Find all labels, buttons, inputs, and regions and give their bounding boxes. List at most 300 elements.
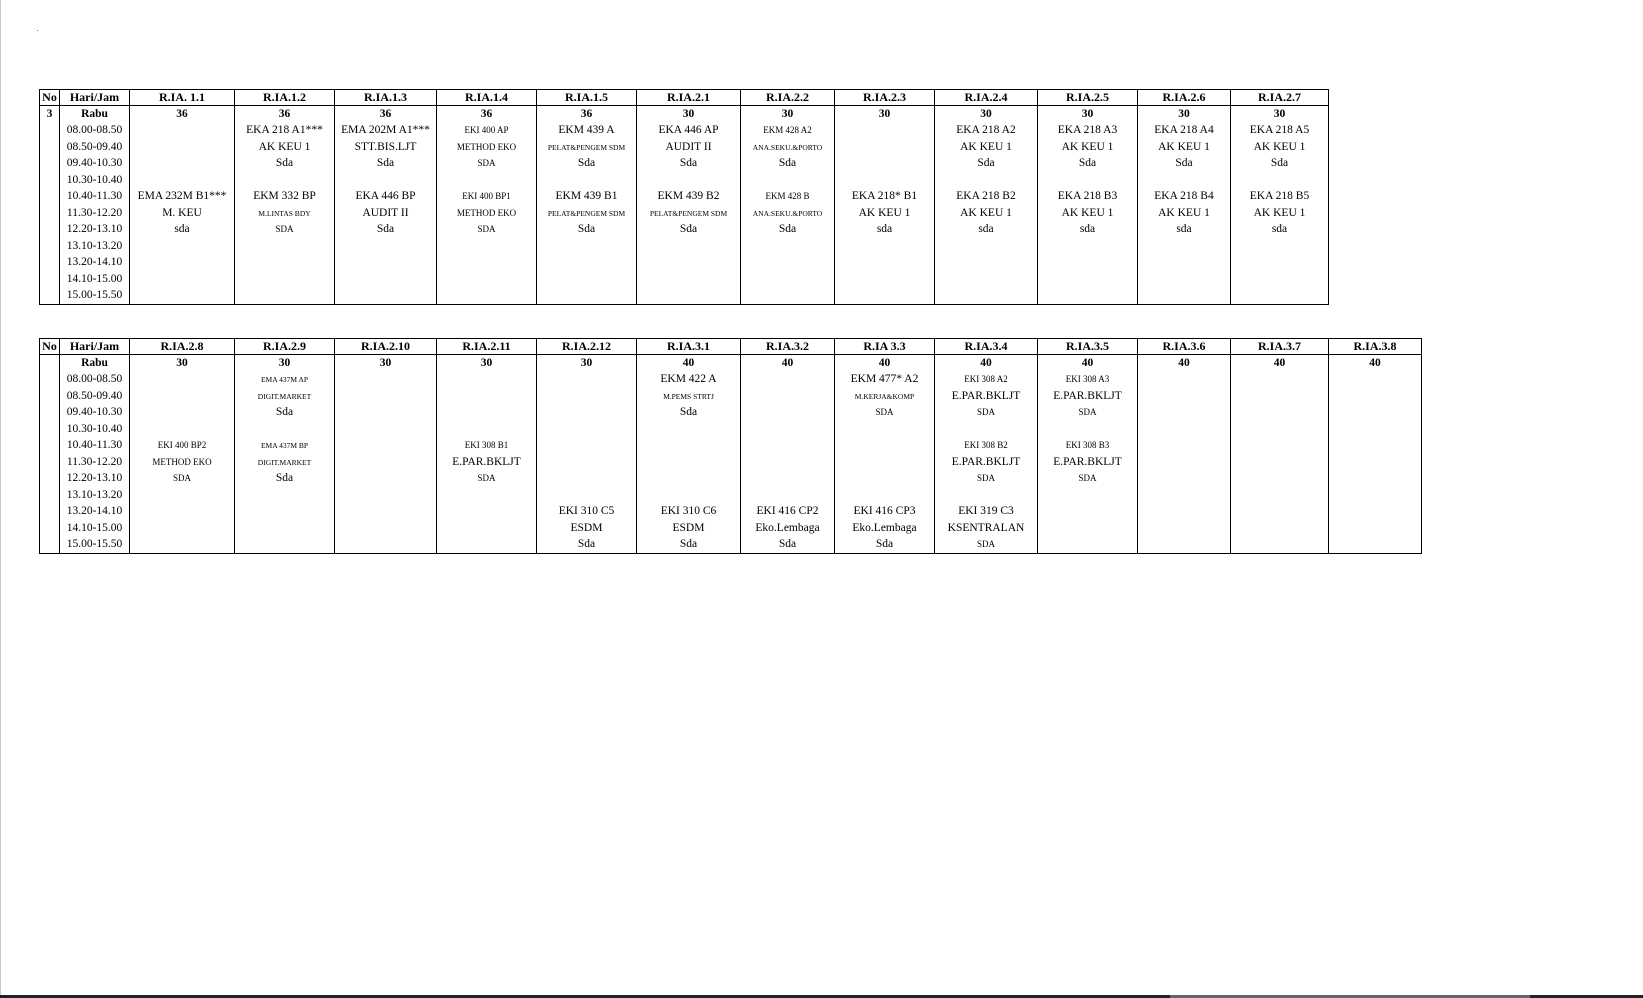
schedule-cell: SDA	[935, 537, 1038, 554]
schedule-cell: Sda	[1038, 156, 1138, 173]
time-slot-row	[40, 438, 1422, 455]
schedule-cell	[637, 172, 741, 189]
schedule-cell	[1038, 487, 1138, 504]
header-room: R.IA.2.12	[537, 339, 637, 355]
schedule-cell: AK KEU 1	[235, 139, 335, 156]
schedule-cell: EKM 428 B	[741, 189, 835, 206]
schedule-cell	[1138, 238, 1231, 255]
schedule-cell: EKA 218 A5	[1231, 123, 1329, 140]
header-room: R.IA.2.10	[335, 339, 437, 355]
schedule-cell: M.KERJA&KOMP	[835, 388, 935, 405]
schedule-cell: AK KEU 1	[935, 139, 1038, 156]
header-room: R.IA.2.6	[1138, 90, 1231, 106]
schedule-cell: SDA	[1038, 471, 1138, 488]
time-slot: 08.50-09.40	[60, 388, 130, 405]
row-number-blank	[40, 405, 60, 422]
header-room: R.IA.3.5	[1038, 339, 1138, 355]
schedule-cell: SDA	[935, 405, 1038, 422]
schedule-cell: Sda	[637, 222, 741, 239]
schedule-cell	[1138, 388, 1231, 405]
header-room: R.IA.2.1	[637, 90, 741, 106]
time-slot-row	[40, 139, 1329, 156]
day-label: Rabu	[60, 106, 130, 123]
schedule-cell: Sda	[741, 537, 835, 554]
room-capacity: 40	[1038, 355, 1138, 372]
schedule-cell: E.PAR.BKLJT	[1038, 388, 1138, 405]
schedule-cell: E.PAR.BKLJT	[437, 454, 537, 471]
row-number-blank	[40, 189, 60, 206]
time-slot-row	[40, 255, 1329, 272]
schedule-cell: AK KEU 1	[1138, 139, 1231, 156]
schedule-cell	[437, 421, 537, 438]
schedule-cell	[335, 537, 437, 554]
schedule-cell: sda	[130, 222, 235, 239]
time-slot: 11.30-12.20	[60, 454, 130, 471]
time-slot-row	[40, 238, 1329, 255]
header-room: R.IA.3.4	[935, 339, 1038, 355]
time-slot: 10.40-11.30	[60, 189, 130, 206]
schedule-cell: EKA 218 B3	[1038, 189, 1138, 206]
schedule-cell	[235, 421, 335, 438]
schedule-cell	[1038, 520, 1138, 537]
schedule-table-1	[39, 89, 1329, 305]
schedule-cell: SDA	[437, 156, 537, 173]
row-number-blank	[40, 421, 60, 438]
time-slot: 14.10-15.00	[60, 520, 130, 537]
schedule-cell: EKI 400 BP1	[437, 189, 537, 206]
schedule-cell	[1231, 504, 1329, 521]
row-number-blank	[40, 504, 60, 521]
schedule-cell	[741, 421, 835, 438]
time-slot-row	[40, 172, 1329, 189]
schedule-cell	[335, 288, 437, 305]
schedule-cell: ESDM	[537, 520, 637, 537]
schedule-cell	[437, 487, 537, 504]
row-number-blank	[40, 205, 60, 222]
schedule-cell	[741, 471, 835, 488]
time-slot: 08.00-08.50	[60, 372, 130, 389]
row-number-blank	[40, 487, 60, 504]
header-room: R.IA 3.3	[835, 339, 935, 355]
header-room: R.IA.3.6	[1138, 339, 1231, 355]
schedule-cell: AK KEU 1	[835, 205, 935, 222]
schedule-cell	[437, 405, 537, 422]
schedule-cell: EKI 319 C3	[935, 504, 1038, 521]
schedule-cell	[1038, 504, 1138, 521]
schedule-cell	[1329, 520, 1422, 537]
schedule-cell: ANA.SEKU.&PORTO	[741, 205, 835, 222]
scan-speck	[37, 30, 38, 31]
schedule-cell: Sda	[537, 537, 637, 554]
schedule-cell	[130, 372, 235, 389]
schedule-cell	[1231, 372, 1329, 389]
schedule-cell	[235, 172, 335, 189]
schedule-cell: sda	[1138, 222, 1231, 239]
schedule-cell	[1231, 255, 1329, 272]
schedule-cell	[741, 438, 835, 455]
schedule-cell	[1231, 454, 1329, 471]
schedule-cell: SDA	[935, 471, 1038, 488]
schedule-cell	[437, 255, 537, 272]
schedule-cell: EKM 428 A2	[741, 123, 835, 140]
room-capacity: 30	[1038, 106, 1138, 123]
day-label: Rabu	[60, 355, 130, 372]
header-room: R.IA.2.7	[1231, 90, 1329, 106]
schedule-cell	[437, 238, 537, 255]
room-capacity: 30	[835, 106, 935, 123]
schedule-cell	[235, 255, 335, 272]
schedule-cell: EKM 422 A	[637, 372, 741, 389]
schedule-cell	[1231, 471, 1329, 488]
schedule-cell	[335, 405, 437, 422]
schedule-cell	[130, 504, 235, 521]
schedule-cell	[1038, 238, 1138, 255]
time-slot-row	[40, 405, 1422, 422]
schedule-cell	[741, 288, 835, 305]
time-slot-row	[40, 123, 1329, 140]
schedule-cell	[335, 388, 437, 405]
schedule-cell: AUDIT II	[335, 205, 437, 222]
schedule-cell: Sda	[537, 156, 637, 173]
schedule-cell	[1231, 487, 1329, 504]
header-room: R.IA.3.2	[741, 339, 835, 355]
schedule-cell	[335, 487, 437, 504]
schedule-cell: AK KEU 1	[1231, 205, 1329, 222]
schedule-cell	[130, 255, 235, 272]
schedule-cell	[935, 421, 1038, 438]
schedule-cell	[935, 172, 1038, 189]
time-slot: 09.40-10.30	[60, 156, 130, 173]
schedule-cell: EKA 218 A2	[935, 123, 1038, 140]
schedule-cell: Eko.Lembaga	[835, 520, 935, 537]
schedule-cell	[835, 271, 935, 288]
schedule-cell	[1231, 238, 1329, 255]
time-slot-row	[40, 504, 1422, 521]
schedule-cell	[1329, 372, 1422, 389]
schedule-cell	[741, 271, 835, 288]
time-slot-row	[40, 388, 1422, 405]
schedule-cell: EKI 310 C5	[537, 504, 637, 521]
schedule-cell	[1231, 172, 1329, 189]
schedule-cell	[835, 487, 935, 504]
header-room: R.IA.2.5	[1038, 90, 1138, 106]
schedule-cell	[437, 504, 537, 521]
time-slot-row	[40, 205, 1329, 222]
schedule-cell	[437, 271, 537, 288]
time-slot: 08.50-09.40	[60, 139, 130, 156]
room-capacity: 30	[741, 106, 835, 123]
time-slot: 13.20-14.10	[60, 504, 130, 521]
row-number-blank	[40, 288, 60, 305]
row-number-blank	[40, 471, 60, 488]
header-room: R.IA.1.3	[335, 90, 437, 106]
schedule-cell: DIGIT.MARKET	[235, 454, 335, 471]
room-capacity: 30	[130, 355, 235, 372]
schedule-cell	[835, 123, 935, 140]
time-slot-row	[40, 156, 1329, 173]
room-capacity: 40	[637, 355, 741, 372]
schedule-cell	[235, 537, 335, 554]
schedule-cell	[537, 255, 637, 272]
schedule-cell: AK KEU 1	[1231, 139, 1329, 156]
header-room: R.IA.2.2	[741, 90, 835, 106]
header-room: R.IA.3.8	[1329, 339, 1422, 355]
schedule-cell	[1329, 438, 1422, 455]
room-capacity: 30	[235, 355, 335, 372]
schedule-cell	[1231, 438, 1329, 455]
schedule-cell	[1138, 471, 1231, 488]
schedule-cell	[335, 504, 437, 521]
schedule-cell	[1038, 421, 1138, 438]
schedule-cell	[741, 372, 835, 389]
schedule-cell	[235, 487, 335, 504]
schedule-cell: EKI 308 A3	[1038, 372, 1138, 389]
schedule-cell	[935, 288, 1038, 305]
schedule-cell: EKM 477* A2	[835, 372, 935, 389]
page-left-edge	[0, 0, 1, 998]
time-slot-row	[40, 471, 1422, 488]
schedule-cell: PELAT&PENGEM SDM	[537, 139, 637, 156]
schedule-cell	[537, 471, 637, 488]
schedule-cell: EMA 437M BP	[235, 438, 335, 455]
capacity-row	[40, 106, 1329, 123]
row-number-blank	[40, 156, 60, 173]
header-room: R.IA.2.11	[437, 339, 537, 355]
schedule-cell	[741, 487, 835, 504]
schedule-cell: EMA 437M AP	[235, 372, 335, 389]
room-capacity: 40	[1329, 355, 1422, 372]
time-slot: 12.20-13.10	[60, 471, 130, 488]
room-capacity: 40	[935, 355, 1038, 372]
schedule-cell	[637, 471, 741, 488]
schedule-cell	[1138, 487, 1231, 504]
schedule-cell: EKI 416 CP2	[741, 504, 835, 521]
schedule-cell	[130, 271, 235, 288]
schedule-cell: Sda	[235, 471, 335, 488]
schedule-cell	[335, 271, 437, 288]
schedule-cell	[437, 172, 537, 189]
schedule-cell: Sda	[741, 222, 835, 239]
schedule-cell	[130, 421, 235, 438]
schedule-cell	[1138, 372, 1231, 389]
schedule-cell: EMA 232M B1***	[130, 189, 235, 206]
room-capacity: 30	[637, 106, 741, 123]
schedule-cell	[835, 156, 935, 173]
schedule-cell: E.PAR.BKLJT	[1038, 454, 1138, 471]
schedule-cell	[437, 520, 537, 537]
schedule-cell: Eko.Lembaga	[741, 520, 835, 537]
time-slot-row	[40, 372, 1422, 389]
schedule-cell	[741, 405, 835, 422]
schedule-cell	[637, 438, 741, 455]
schedule-cell: EKA 218 A1***	[235, 123, 335, 140]
schedule-cell	[1231, 271, 1329, 288]
schedule-cell	[130, 537, 235, 554]
schedule-cell	[335, 520, 437, 537]
capacity-row	[40, 355, 1422, 372]
schedule-cell	[1138, 438, 1231, 455]
schedule-cell	[335, 438, 437, 455]
schedule-cell: EMA 202M A1***	[335, 123, 437, 140]
schedule-cell	[1329, 388, 1422, 405]
header-no: No	[40, 90, 60, 106]
schedule-cell: sda	[835, 222, 935, 239]
schedule-table-2	[39, 338, 1422, 554]
schedule-cell: PELAT&PENGEM SDM	[537, 205, 637, 222]
schedule-cell	[130, 156, 235, 173]
room-capacity: 40	[1231, 355, 1329, 372]
row-number-blank	[40, 372, 60, 389]
schedule-cell	[1038, 255, 1138, 272]
header-day-time: Hari/Jam	[60, 90, 130, 106]
schedule-cell	[1138, 537, 1231, 554]
schedule-cell: Sda	[335, 222, 437, 239]
schedule-cell: sda	[1231, 222, 1329, 239]
schedule-cell	[1329, 471, 1422, 488]
schedule-cell: Sda	[1138, 156, 1231, 173]
header-row	[40, 90, 1329, 106]
schedule-cell: EKA 446 BP	[335, 189, 437, 206]
schedule-cell	[437, 388, 537, 405]
header-no: No	[40, 339, 60, 355]
time-slot: 10.40-11.30	[60, 438, 130, 455]
header-room: R.IA. 1.1	[130, 90, 235, 106]
schedule-cell: Sda	[335, 156, 437, 173]
time-slot: 11.30-12.20	[60, 205, 130, 222]
schedule-cell	[1231, 421, 1329, 438]
schedule-cell: EKA 218 B4	[1138, 189, 1231, 206]
schedule-cell	[537, 172, 637, 189]
schedule-cell	[835, 255, 935, 272]
schedule-cell: SDA	[437, 471, 537, 488]
schedule-cell	[1138, 288, 1231, 305]
schedule-cell	[1138, 255, 1231, 272]
schedule-cell	[637, 454, 741, 471]
schedule-cell	[235, 288, 335, 305]
row-number-blank	[40, 123, 60, 140]
schedule-cell: METHOD EKO	[437, 139, 537, 156]
schedule-cell: SDA	[437, 222, 537, 239]
schedule-cell: EKA 218 A4	[1138, 123, 1231, 140]
schedule-cell: EKA 218 B5	[1231, 189, 1329, 206]
schedule-cell: METHOD EKO	[437, 205, 537, 222]
schedule-cell: SDA	[235, 222, 335, 239]
schedule-cell: M.LINTAS BDY	[235, 205, 335, 222]
schedule-cell	[935, 487, 1038, 504]
room-capacity: 36	[537, 106, 637, 123]
schedule-cell	[1038, 537, 1138, 554]
schedule-cell	[1138, 454, 1231, 471]
schedule-cell	[1138, 271, 1231, 288]
row-number-blank	[40, 255, 60, 272]
schedule-cell	[537, 421, 637, 438]
schedule-cell	[537, 487, 637, 504]
schedule-cell: SDA	[835, 405, 935, 422]
schedule-cell	[1138, 405, 1231, 422]
time-slot: 12.20-13.10	[60, 222, 130, 239]
schedule-cell	[1329, 504, 1422, 521]
time-slot: 10.30-10.40	[60, 421, 130, 438]
time-slot: 13.10-13.20	[60, 487, 130, 504]
schedule-cell	[935, 271, 1038, 288]
schedule-cell: sda	[1038, 222, 1138, 239]
row-number-blank	[40, 520, 60, 537]
schedule-cell: Sda	[235, 156, 335, 173]
room-capacity: 30	[1138, 106, 1231, 123]
schedule-cell	[1038, 172, 1138, 189]
header-room: R.IA.2.4	[935, 90, 1038, 106]
schedule-cell: AUDIT II	[637, 139, 741, 156]
schedule-cell	[1231, 405, 1329, 422]
schedule-cell: SDA	[130, 471, 235, 488]
header-room: R.IA.1.4	[437, 90, 537, 106]
schedule-cell	[335, 172, 437, 189]
row-number	[40, 355, 60, 372]
schedule-cell: EKM 439 B1	[537, 189, 637, 206]
schedule-cell	[1329, 454, 1422, 471]
room-capacity: 36	[235, 106, 335, 123]
schedule-cell	[130, 238, 235, 255]
schedule-cell	[537, 288, 637, 305]
room-capacity: 36	[437, 106, 537, 123]
time-slot-row	[40, 222, 1329, 239]
schedule-cell	[1231, 388, 1329, 405]
schedule-cell: AK KEU 1	[1038, 205, 1138, 222]
schedule-cell	[537, 438, 637, 455]
schedule-cell	[741, 388, 835, 405]
time-slot-row	[40, 271, 1329, 288]
schedule-cell: Sda	[1231, 156, 1329, 173]
schedule-cell	[1231, 537, 1329, 554]
time-slot: 15.00-15.50	[60, 537, 130, 554]
schedule-cell: M.PEMS STRTJ	[637, 388, 741, 405]
room-capacity: 40	[835, 355, 935, 372]
schedule-cell	[1231, 520, 1329, 537]
schedule-cell: EKI 400 AP	[437, 123, 537, 140]
schedule-cell: SDA	[1038, 405, 1138, 422]
schedule-cell	[637, 487, 741, 504]
row-number-blank	[40, 454, 60, 471]
schedule-cell: Sda	[637, 537, 741, 554]
schedule-cell: E.PAR.BKLJT	[935, 388, 1038, 405]
schedule-cell	[1329, 537, 1422, 554]
schedule-cell: M. KEU	[130, 205, 235, 222]
room-capacity: 30	[537, 355, 637, 372]
schedule-cell	[437, 288, 537, 305]
schedule-cell	[537, 405, 637, 422]
room-capacity: 40	[741, 355, 835, 372]
schedule-cell: STT.BIS.LJT	[335, 139, 437, 156]
schedule-cell: AK KEU 1	[1138, 205, 1231, 222]
header-room: R.IA.1.2	[235, 90, 335, 106]
schedule-cell: DIGIT.MARKET	[235, 388, 335, 405]
schedule-cell	[130, 123, 235, 140]
row-number-blank	[40, 222, 60, 239]
schedule-cell: AK KEU 1	[1038, 139, 1138, 156]
schedule-cell	[335, 471, 437, 488]
schedule-cell	[335, 421, 437, 438]
schedule-cell	[835, 172, 935, 189]
time-slot: 09.40-10.30	[60, 405, 130, 422]
schedule-cell	[935, 238, 1038, 255]
room-capacity: 36	[130, 106, 235, 123]
time-slot: 13.10-13.20	[60, 238, 130, 255]
room-capacity: 40	[1138, 355, 1231, 372]
schedule-cell	[1138, 520, 1231, 537]
schedule-cell	[835, 139, 935, 156]
room-capacity: 30	[1231, 106, 1329, 123]
room-capacity: 30	[437, 355, 537, 372]
